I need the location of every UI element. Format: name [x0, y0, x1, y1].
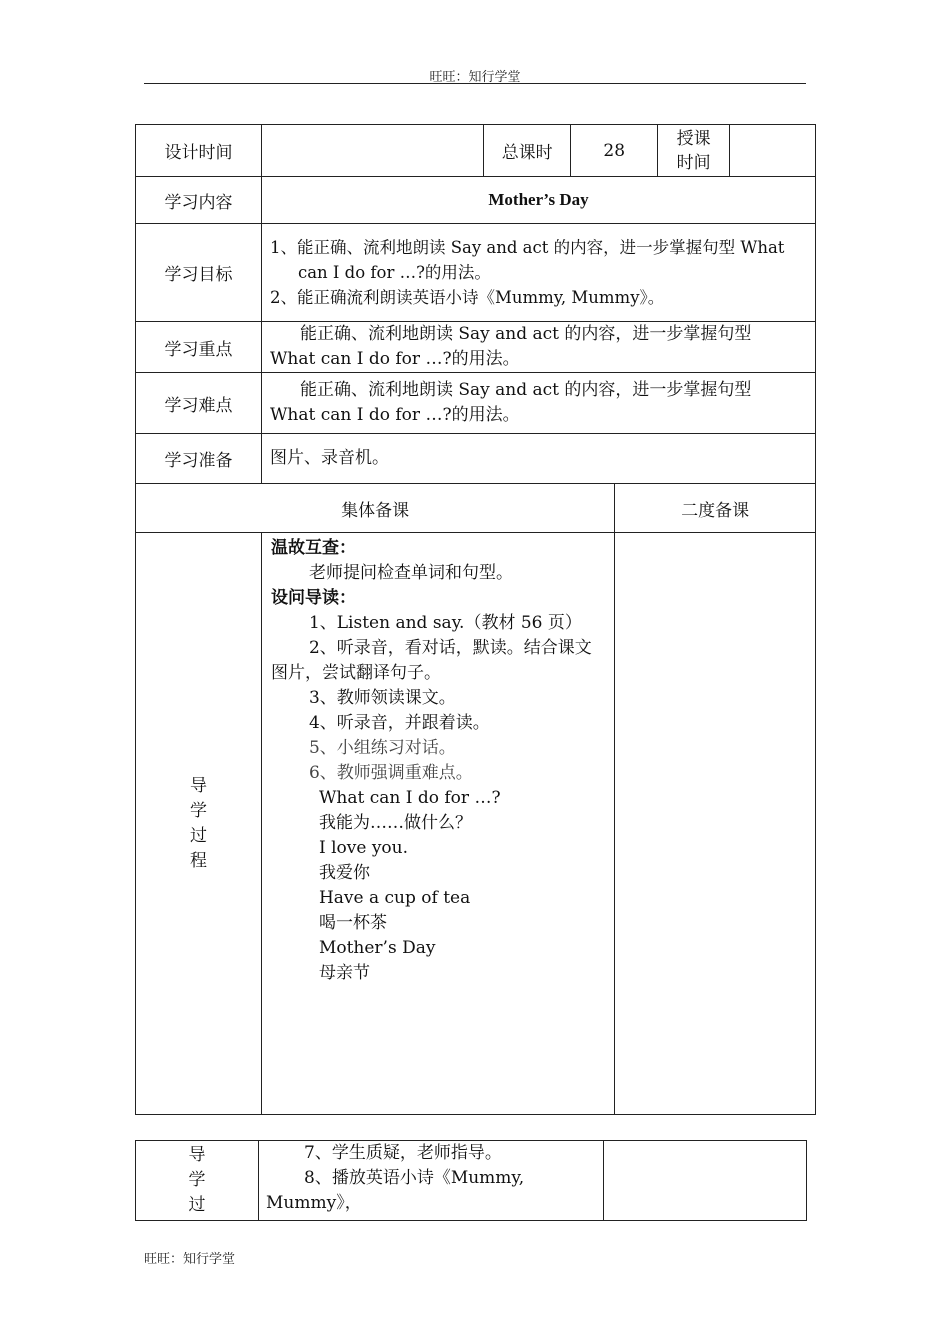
guide-title: 设问导读： [270, 588, 356, 608]
preparation-label: 学习准备 [136, 434, 262, 484]
total-hours-value: 28 [571, 125, 658, 177]
row-process-continued [136, 1141, 807, 1221]
page-header: 旺旺：知行学堂 [429, 70, 521, 85]
step-5: 5、小组练习对话。 [308, 738, 456, 758]
page-footer: 旺旺：知行学堂 [144, 1252, 236, 1267]
difficulty-cell [261, 373, 815, 434]
row-content [136, 177, 816, 224]
class-time-label [658, 125, 730, 177]
step-7: 7、学生质疑，老师指导。 [304, 1143, 502, 1163]
phrase-1: What can I do for …? [318, 788, 501, 808]
goal-line-2: can I do for …?的用法。 [297, 263, 491, 282]
design-time-label: 设计时间 [136, 125, 262, 177]
key-point-cell [261, 322, 815, 373]
design-time-value [261, 125, 483, 177]
goal-cell [261, 224, 815, 322]
phrase-4: Mother’s Day [318, 938, 436, 958]
second-prep-header: 二度备课 [615, 484, 816, 533]
continued-label-char-1: 导 [188, 1145, 206, 1165]
phrase-3: Have a cup of tea [318, 888, 471, 908]
process-label-char-4: 程 [189, 850, 207, 871]
step-6: 6、教师强调重难点。 [308, 763, 473, 783]
content-label: 学习内容 [136, 177, 262, 224]
continued-process-label [136, 1141, 259, 1221]
lesson-plan-table [135, 124, 816, 1115]
continued-label-char-3: 过 [188, 1195, 206, 1215]
review-title: 温故互查： [270, 538, 356, 558]
total-hours-label: 总课时 [484, 125, 571, 177]
second-prep-cell [615, 533, 816, 1115]
row-design-time [136, 125, 816, 177]
step-8: 8、播放英语小诗《Mummy, [304, 1168, 525, 1188]
continued-label-char-2: 学 [188, 1170, 206, 1190]
row-goal [136, 224, 816, 322]
continued-process-content [259, 1141, 604, 1221]
collective-prep-header: 集体备课 [136, 484, 615, 533]
step-2: 2、听录音，看对话，默读。结合课文 [308, 638, 592, 658]
difficulty-line-2: What can I do for …?的用法。 [269, 405, 520, 425]
goal-line-1: 1、能正确、流利地朗读 Say and act 的内容，进一步掌握句型 What [269, 238, 785, 257]
process-label-char-2: 学 [189, 800, 207, 821]
content-value: Mother’s Day [261, 177, 815, 224]
process-content [261, 533, 614, 1115]
process-label-char-1: 导 [189, 775, 207, 796]
phrase-4-translation: 母亲节 [318, 963, 370, 983]
step-8-continued: Mummy》， [266, 1193, 362, 1213]
row-process [136, 533, 816, 1115]
preparation-value: 图片、录音机。 [261, 434, 815, 484]
phrase-3-translation: 喝一杯茶 [318, 913, 387, 933]
step-2-continued: 图片，尝试翻译句子。 [270, 663, 441, 683]
step-3: 3、教师领读课文。 [308, 688, 456, 708]
key-point-label: 学习重点 [136, 322, 262, 373]
step-1: 1、Listen and say.（教材 56 页） [308, 613, 582, 633]
row-difficulty [136, 373, 816, 434]
difficulty-label: 学习难点 [136, 373, 262, 434]
continuation-table [135, 1140, 807, 1221]
row-preparation [136, 434, 816, 484]
process-label-char-3: 过 [189, 825, 207, 846]
phrase-2-translation: 我爱你 [318, 863, 370, 883]
step-4: 4、听录音，并跟着读。 [308, 713, 490, 733]
process-label [136, 533, 262, 1115]
class-time-label-line2: 时间 [676, 152, 711, 173]
review-text: 老师提问检查单词和句型。 [308, 563, 513, 583]
key-point-line-1: 能正确、流利地朗读 Say and act 的内容，进一步掌握句型 [299, 324, 752, 344]
phrase-2: I love you. [318, 838, 409, 858]
row-section-headers [136, 484, 816, 533]
difficulty-line-1: 能正确、流利地朗读 Say and act 的内容，进一步掌握句型 [299, 380, 752, 400]
continued-second-prep-cell [604, 1141, 807, 1221]
row-key-point [136, 322, 816, 373]
class-time-value [729, 125, 815, 177]
phrase-1-translation: 我能为……做什么？ [318, 813, 472, 833]
goal-line-3: 2、能正确流利朗读英语小诗《Mummy, Mummy》。 [269, 288, 665, 307]
goal-label: 学习目标 [136, 224, 262, 322]
header-rule [144, 83, 806, 84]
key-point-line-2: What can I do for …?的用法。 [269, 349, 520, 369]
class-time-label-line1: 授课 [676, 128, 711, 149]
